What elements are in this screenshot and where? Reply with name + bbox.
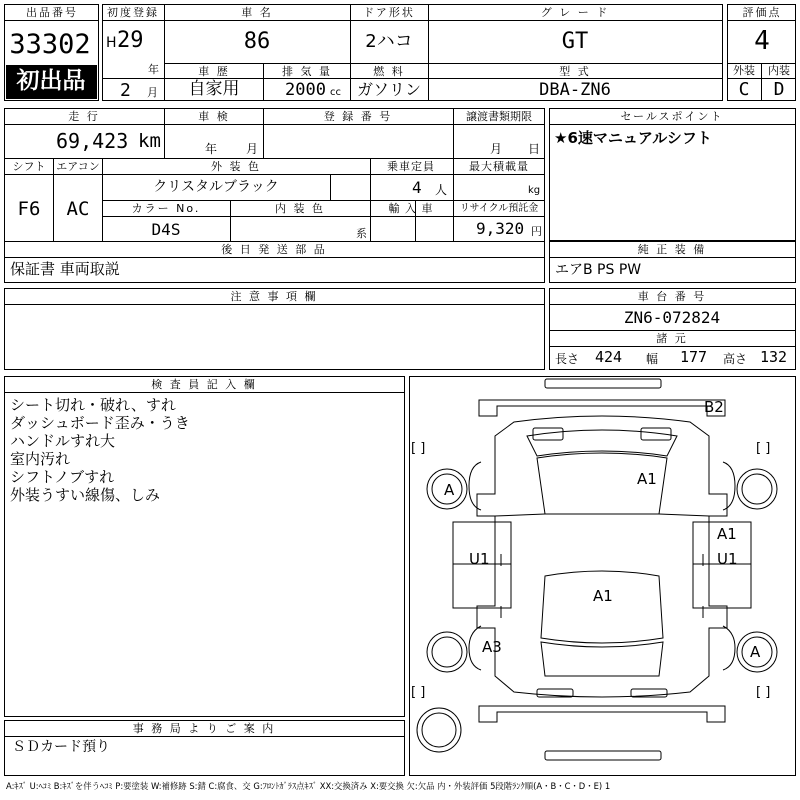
later-text: 保証書 車両取説 [10,260,120,278]
notes-label: 注 意 事 項 欄 [230,290,318,303]
load-label: 最大積載量 [469,160,529,173]
disp: 2000 [285,80,326,100]
legend: A:ｷｽﾞ U:ﾍｺﾐ B:ｷｽﾞを伴うﾍｺﾐ P:要塗装 W:補修跡 S:錆 C:腐食、交 G:ﾌﾛﾝﾄｶﾞﾗｽ点ｷｽﾞ XX:交換済み X:要交換 欠:欠品 内・外装評価 5段階ﾗﾝｸ順(A・B・C・D・E) 1 [6,781,611,791]
bracket-mark: [ ] [756,441,771,456]
name-label: 車 名 [241,6,273,19]
door-type: 2ハコ [365,31,413,52]
damage-mark-roof: A1 [593,587,613,605]
ac-label: エアコン [56,160,100,173]
transfer-month-unit: 月 [490,142,503,156]
inspector-line: 外装うすい線傷、しみ [10,486,161,504]
car-diagram [409,376,796,776]
equip-text: エアB PS PW [555,262,642,278]
cap-unit: 人 [435,183,448,197]
height-label: 高さ [723,352,748,366]
reg-year-unit: 年 [148,63,159,76]
damage-mark-rear-right-wheel: A [750,643,761,661]
mileage: 69,423 [56,129,129,153]
damage-mark-right-front-door: A1 [717,525,737,543]
plate-label: 登 録 番 号 [323,110,393,123]
inspector-line: シフトノブすれ [10,468,115,486]
shift-label: シフト [12,160,46,173]
reg-month: 2 [120,80,131,101]
bracket-mark: [ ] [411,441,426,456]
cap-label: 乗車定員 [387,160,435,173]
import-label: 輸 入 車 [388,202,434,215]
damage-mark-front-left-wheel: A [444,481,455,499]
disp-unit: cc [330,87,341,98]
damage-mark-hood: A1 [637,470,657,488]
width: 177 [680,348,708,366]
color: クリスタルブラック [153,179,279,195]
mileage-label: 走 行 [68,110,100,123]
disp-label: 排 気 量 [282,65,332,78]
lot-number: 33302 [9,29,91,60]
bracket-mark: [ ] [411,685,426,700]
model: DBA-ZN6 [539,80,611,100]
office-text: ＳＤカード預り [12,739,110,755]
reg-year: 29 [117,28,144,53]
shift: F6 [17,198,41,220]
model-label: 型 式 [559,65,591,78]
bracket-mark: [ ] [756,685,771,700]
first-listing-text: 初出品 [16,68,86,94]
damage-mark-right-door: U1 [717,550,738,568]
history-label: 車 歴 [198,65,230,78]
recycle: 9,320 [476,219,525,238]
reg-month-unit: 月 [147,86,158,99]
sales-box [549,108,796,241]
transfer-day-unit: 日 [528,142,541,156]
intcolor-label: 内 装 色 [275,202,325,215]
dims-label: 諸 元 [656,332,688,345]
intcolor-unit: 系 [356,227,367,240]
later-label: 後 日 発 送 部 品 [221,243,327,256]
mileage-unit: km [138,130,161,152]
door-label: ドア形状 [363,6,415,19]
lot-label: 出品番号 [26,6,78,19]
sales-point: ★6速マニュアルシフト [554,129,712,147]
equip-label: 純 正 装 備 [637,243,707,256]
chassis-label: 車 台 番 号 [637,290,707,303]
damage-mark-b2: B2 [704,398,724,416]
insp-month-unit: 月 [246,142,259,156]
grade-label: グ レ ー ド [540,6,610,19]
insp-year-unit: 年 [205,142,218,156]
score: 4 [754,26,770,56]
color-label: 外 装 色 [211,160,261,173]
cap: 4 [412,178,422,197]
recycle-label: リサイクル預託金 [459,203,539,214]
reg-label: 初度登録 [107,6,159,19]
load-unit: kg [528,185,541,196]
ac: AC [66,198,90,220]
recycle-unit: 円 [531,225,542,238]
colorno-label: カラー No. [131,202,201,215]
grade: GT [561,29,589,54]
fuel: ガソリン [356,80,422,99]
int-label: 内装 [768,64,790,77]
inspector-label: 検 査 員 記 入 欄 [151,378,257,391]
inspector-notes [10,396,190,504]
inspector-line: ダッシュボード歪み・うき [10,414,190,432]
inspection-label: 車 検 [198,110,230,123]
ext-grade: C [738,79,750,100]
chassis-number: ZN6-072824 [623,308,721,327]
inspector-line: シート切れ・破れ、すれ [10,396,176,414]
width-label: 幅 [646,352,659,366]
inspector-line: ハンドルすれ大 [10,432,116,450]
int-grade: D [773,79,785,100]
length-label: 長さ [555,352,580,366]
sales-label: セールスポイント [620,110,724,123]
damage-mark-left-door: U1 [469,550,490,568]
office-label: 事 務 局 よ り ご 案 内 [132,722,276,735]
colorno: D4S [151,220,181,239]
reg-era: H [106,35,117,51]
fuel-label: 燃 料 [373,65,405,78]
height: 132 [760,348,788,366]
score-label: 評価点 [742,6,782,19]
ext-label: 外装 [733,64,755,77]
history: 自家用 [188,79,240,99]
transfer-label: 譲渡書類期限 [466,110,532,123]
inspector-line: 室内汚れ [10,450,71,468]
damage-mark-rear-left: A3 [482,638,502,656]
car-name: 86 [243,29,271,54]
length: 424 [595,348,623,366]
